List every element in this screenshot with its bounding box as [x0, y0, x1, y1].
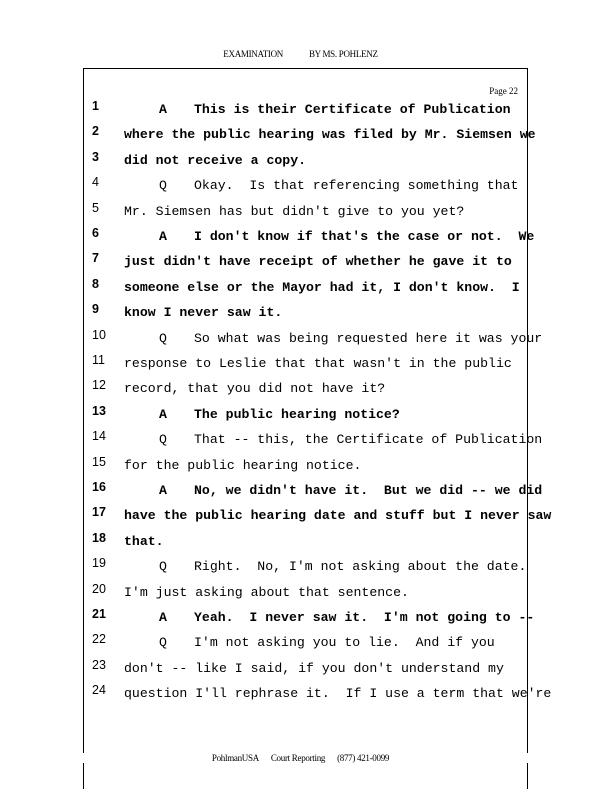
line-text: record, that you did not have it?: [124, 381, 386, 397]
line-number: 22: [92, 632, 106, 647]
line-text: don't -- like I said, if you don't understand my: [124, 660, 504, 676]
transcript-line: [84, 378, 527, 401]
line-number: 1: [92, 99, 99, 113]
transcript-line: [84, 327, 543, 351]
line-text: Right. No, I'm not asking about the date.: [194, 559, 527, 575]
transcript-line: [84, 607, 535, 630]
line-number: 13: [92, 403, 106, 418]
speaker-label: A: [159, 610, 167, 625]
transcript-line: [84, 530, 527, 554]
transcript-line: [84, 226, 535, 249]
transcript-line: [84, 200, 527, 224]
footer-phone: (877) 421-0099: [337, 753, 390, 763]
transcript-line: [84, 505, 552, 528]
speaker-label: A: [159, 229, 167, 244]
page-footer: [0, 753, 601, 763]
transcript-line: [84, 124, 536, 147]
line-number: 16: [92, 480, 106, 494]
line-number: 6: [92, 226, 99, 240]
transcript-line: [84, 149, 527, 173]
line-text: No, we didn't have it. But we did -- we did: [194, 483, 543, 498]
line-number: 21: [92, 607, 106, 621]
speaker-label: A: [159, 406, 167, 422]
transcript-line: [84, 454, 527, 478]
speaker-label: Q: [159, 559, 167, 575]
line-text: someone else or the Mayor had it, I don't know. I: [124, 279, 520, 295]
page-number: Page 22: [489, 86, 518, 96]
speaker-label: A: [159, 102, 167, 117]
line-text: I'm just asking about that sentence.: [124, 584, 409, 600]
line-number: 24: [92, 683, 106, 698]
transcript-page: [83, 68, 552, 789]
line-number: 14: [92, 429, 106, 444]
transcript-line: [84, 251, 527, 274]
transcript-line: [84, 657, 527, 681]
transcript-line: [84, 302, 527, 325]
line-text: Mr. Siemsen has but didn't give to you yet?: [124, 203, 465, 219]
line-text: where the public hearing was filed by Mr. Siemsen we: [124, 127, 536, 143]
line-number: 11: [92, 353, 105, 367]
speaker-label: Q: [159, 330, 167, 346]
line-number: 7: [92, 251, 99, 266]
line-text: That -- this, the Certificate of Publication: [194, 432, 543, 448]
transcript-line: [84, 556, 527, 579]
line-text: I'm not asking you to lie. And if you: [194, 635, 495, 651]
line-text: So what was being requested here it was your: [194, 330, 543, 346]
line-text: This is their Certificate of Publication: [194, 102, 511, 117]
transcript-line: [84, 353, 527, 376]
speaker-label: Q: [159, 432, 167, 448]
transcript-line: [84, 581, 527, 605]
line-text: just didn't have receipt of whether he gave it to: [124, 254, 512, 270]
line-text: question I'll rephrase it. If I use a term that we're: [124, 686, 552, 702]
line-text: for the public hearing notice.: [124, 457, 362, 473]
line-text: The public hearing notice?: [194, 406, 400, 422]
transcript-line: [84, 99, 527, 122]
transcript-line: [84, 683, 552, 706]
speaker-label: Q: [159, 635, 167, 651]
line-number: 18: [92, 530, 106, 545]
line-text: did not receive a copy.: [124, 152, 307, 168]
transcript-line: [84, 175, 527, 198]
line-text: Okay. Is that referencing something that: [194, 178, 519, 194]
footer-company: PohlmanUSA: [211, 753, 259, 763]
line-text: know I never saw it.: [124, 305, 283, 321]
speaker-label: Q: [159, 178, 167, 194]
transcript-line: [84, 276, 527, 300]
line-number: 20: [92, 581, 106, 596]
footer-service: Court Reporting: [270, 753, 326, 763]
line-number: 9: [92, 302, 99, 317]
page-header: [0, 49, 601, 59]
line-number: 23: [92, 657, 106, 672]
header-examiner: BY MS. POHLENZ: [308, 49, 378, 59]
line-number: 3: [92, 149, 99, 164]
line-number: 12: [92, 378, 106, 393]
line-number: 15: [92, 454, 106, 469]
line-number: 4: [92, 175, 99, 190]
header-section: EXAMINATION: [223, 49, 283, 59]
line-number: 8: [92, 276, 99, 291]
line-text: response to Leslie that that wasn't in the public: [124, 356, 512, 371]
line-number: 19: [92, 556, 106, 571]
transcript-line: [84, 403, 527, 427]
transcript-line: [84, 429, 543, 452]
line-number: 17: [92, 505, 106, 520]
line-text: I don't know if that's the case or not. We: [194, 229, 535, 244]
speaker-label: A: [159, 483, 167, 498]
line-text: Yeah. I never saw it. I'm not going to --: [194, 610, 535, 625]
line-text: have the public hearing date and stuff but I never saw: [124, 508, 552, 524]
transcript-line: [84, 480, 543, 503]
line-number: 2: [92, 124, 99, 139]
transcript-line: [84, 632, 527, 655]
line-number: 5: [92, 200, 99, 215]
line-text: that.: [124, 533, 164, 549]
line-number: 10: [92, 327, 106, 342]
